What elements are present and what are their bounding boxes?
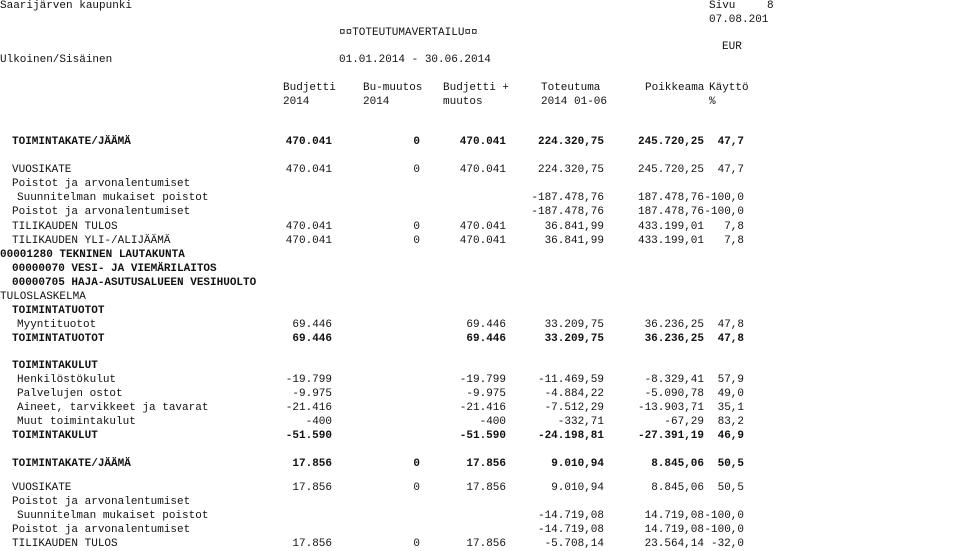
col-header-toteutuma-period: 2014 01-06 <box>541 96 608 108</box>
cell-toteutuma: 9.010,94 <box>551 458 604 470</box>
cell-muutos: 0 <box>413 482 420 494</box>
cell-budjetti: -21.416 <box>285 402 332 414</box>
cell-toteutuma: 224.320,75 <box>537 164 604 176</box>
cell-poikkeama: 187.478,76 <box>637 192 704 204</box>
cell-budjetti: -400 <box>305 416 332 428</box>
col-header-kaytto: Käyttö <box>709 82 749 94</box>
cell-toteutuma: 33.209,75 <box>544 319 604 331</box>
cell-poikkeama: -5.090,78 <box>644 388 704 400</box>
cell-kaytto: 47,8 <box>717 333 744 345</box>
cell-toteutuma: -7.512,29 <box>544 402 604 414</box>
cell-toteutuma: 33.209,75 <box>544 333 604 345</box>
cell-muutos: 0 <box>413 235 420 247</box>
row-label: Muut toimintakulut <box>17 416 136 428</box>
cell-budjetti: 17.856 <box>292 458 332 470</box>
cell-muutos: 0 <box>413 458 420 470</box>
cell-muutos: 0 <box>413 538 420 550</box>
cell-kaytto: -32,0 <box>710 538 744 550</box>
cell-poikkeama: 245.720,25 <box>637 164 704 176</box>
cell-budjetti-plus: 470.041 <box>459 221 506 233</box>
scope-label: Ulkoinen/Sisäinen <box>0 54 113 66</box>
row-label: TOIMINTAKATE/JÄÄMÄ <box>12 136 131 148</box>
row-label: Poistot ja arvonalentumiset <box>12 496 191 508</box>
cell-kaytto: 50,5 <box>717 482 744 494</box>
cell-kaytto: -100,0 <box>704 206 744 218</box>
row-label: Poistot ja arvonalentumiset <box>12 524 191 536</box>
cell-toteutuma: -332,71 <box>557 416 604 428</box>
row-label: Suunnitelman mukaiset poistot <box>17 192 209 204</box>
cell-budjetti-plus: 17.856 <box>466 458 506 470</box>
col-header-budjetti-plus: Budjetti + <box>443 82 510 94</box>
row-label: TOIMINTATUOTOT <box>12 305 105 317</box>
cell-poikkeama: 245.720,25 <box>637 136 704 148</box>
cell-poikkeama: -27.391,19 <box>637 430 704 442</box>
cell-toteutuma: -24.198,81 <box>537 430 604 442</box>
row-label: Palvelujen ostot <box>17 388 123 400</box>
cell-kaytto: 49,0 <box>717 388 744 400</box>
row-label: Henkilöstökulut <box>17 374 117 386</box>
cell-budjetti: -19.799 <box>285 374 332 386</box>
cell-poikkeama: 8.845,06 <box>651 482 704 494</box>
cell-budjetti: 17.856 <box>292 538 332 550</box>
row-label: TILIKAUDEN TULOS <box>12 221 118 233</box>
cell-budjetti-plus: -9.975 <box>466 388 506 400</box>
row-label: TULOSLASKELMA <box>0 291 86 303</box>
row-label: Poistot ja arvonalentumiset <box>12 206 191 218</box>
row-label: 00001280 TEKNINEN LAUTAKUNTA <box>0 249 185 261</box>
cell-budjetti: 69.446 <box>292 333 332 345</box>
col-header-bu-muutos-year: 2014 <box>363 96 390 108</box>
cell-toteutuma: -11.469,59 <box>537 374 604 386</box>
cell-toteutuma: -4.884,22 <box>544 388 604 400</box>
cell-kaytto: 7,8 <box>724 235 744 247</box>
col-header-budjetti-year: 2014 <box>283 96 310 108</box>
cell-budjetti-plus: -51.590 <box>459 430 506 442</box>
row-label: Aineet, tarvikkeet ja tavarat <box>17 402 209 414</box>
cell-kaytto: 47,8 <box>717 319 744 331</box>
cell-toteutuma: -187.478,76 <box>531 206 604 218</box>
col-header-bu-muutos: Bu-muutos <box>363 82 423 94</box>
cell-poikkeama: 433.199,01 <box>637 235 704 247</box>
row-label: VUOSIKATE <box>12 164 72 176</box>
cell-budjetti: -9.975 <box>292 388 332 400</box>
cell-poikkeama: 433.199,01 <box>637 221 704 233</box>
cell-toteutuma: -14.719,08 <box>537 510 604 522</box>
row-label: TOIMINTAKATE/JÄÄMÄ <box>12 458 131 470</box>
cell-kaytto: -100,0 <box>704 192 744 204</box>
cell-poikkeama: 187.478,76 <box>637 206 704 218</box>
page-number: 8 <box>767 0 774 12</box>
cell-budjetti: 470.041 <box>285 235 332 247</box>
row-label: Myyntituotot <box>17 319 97 331</box>
cell-toteutuma: 224.320,75 <box>537 136 604 148</box>
cell-toteutuma: 36.841,99 <box>544 221 604 233</box>
cell-budjetti-plus: 17.856 <box>466 482 506 494</box>
cell-poikkeama: -8.329,41 <box>644 374 704 386</box>
cell-kaytto: 57,9 <box>717 374 744 386</box>
cell-budjetti-plus: 470.041 <box>459 235 506 247</box>
cell-kaytto: 7,8 <box>724 221 744 233</box>
col-header-budjetti: Budjetti <box>283 82 336 94</box>
row-label: TOIMINTAKULUT <box>12 430 98 442</box>
cell-budjetti: 470.041 <box>285 136 332 148</box>
col-header-toteutuma: Toteutuma <box>541 82 601 94</box>
row-label: TOIMINTAKULUT <box>12 360 98 372</box>
row-label: TILIKAUDEN TULOS <box>12 538 118 550</box>
col-header-kaytto-percent: % <box>709 96 716 108</box>
cell-poikkeama: 14.719,08 <box>644 524 704 536</box>
cell-poikkeama: 23.564,14 <box>644 538 704 550</box>
cell-budjetti: 470.041 <box>285 221 332 233</box>
cell-budjetti: 17.856 <box>292 482 332 494</box>
cell-poikkeama: 8.845,06 <box>651 458 704 470</box>
cell-kaytto: 47,7 <box>717 136 744 148</box>
row-label: TOIMINTATUOTOT <box>12 333 105 345</box>
cell-budjetti-plus: -19.799 <box>459 374 506 386</box>
cell-toteutuma: 9.010,94 <box>551 482 604 494</box>
row-label: TILIKAUDEN YLI-/ALIJÄÄMÄ <box>12 235 171 247</box>
row-label: 00000705 HAJA-ASUTUSALUEEN VESIHUOLTO <box>12 277 257 289</box>
cell-poikkeama: 36.236,25 <box>644 333 704 345</box>
cell-kaytto: 35,1 <box>717 402 744 414</box>
report-date: 07.08.201 <box>709 14 769 26</box>
cell-budjetti: 470.041 <box>285 164 332 176</box>
cell-budjetti-plus: 17.856 <box>466 538 506 550</box>
cell-kaytto: 83,2 <box>717 416 744 428</box>
row-label: 00000070 VESI- JA VIEMÄRILAITOS <box>12 263 217 275</box>
cell-kaytto: -100,0 <box>704 510 744 522</box>
cell-muutos: 0 <box>413 136 420 148</box>
cell-budjetti-plus: -21.416 <box>459 402 506 414</box>
row-label: Suunnitelman mukaiset poistot <box>17 510 209 522</box>
cell-toteutuma: 36.841,99 <box>544 235 604 247</box>
cell-poikkeama: 14.719,08 <box>644 510 704 522</box>
cell-budjetti-plus: 470.041 <box>459 136 506 148</box>
cell-poikkeama: -67,29 <box>664 416 704 428</box>
cell-kaytto: 50,5 <box>717 458 744 470</box>
row-label: VUOSIKATE <box>12 482 72 494</box>
report-period: 01.01.2014 - 30.06.2014 <box>339 54 491 66</box>
cell-kaytto: 47,7 <box>717 164 744 176</box>
cell-kaytto: -100,0 <box>704 524 744 536</box>
cell-muutos: 0 <box>413 164 420 176</box>
currency-label: EUR <box>722 41 742 53</box>
cell-budjetti-plus: 69.446 <box>466 333 506 345</box>
col-header-budjetti-plus-muutos: muutos <box>443 96 483 108</box>
cell-budjetti-plus: 69.446 <box>466 319 506 331</box>
cell-toteutuma: -14.719,08 <box>537 524 604 536</box>
cell-budjetti: -51.590 <box>285 430 332 442</box>
cell-toteutuma: -187.478,76 <box>531 192 604 204</box>
cell-budjetti: 69.446 <box>292 319 332 331</box>
organization-name: Saarijärven kaupunki <box>0 0 133 12</box>
cell-budjetti-plus: 470.041 <box>459 164 506 176</box>
cell-poikkeama: 36.236,25 <box>644 319 704 331</box>
cell-toteutuma: -5.708,14 <box>544 538 604 550</box>
row-label: Poistot ja arvonalentumiset <box>12 178 191 190</box>
col-header-poikkeama: Poikkeama <box>645 82 705 94</box>
cell-budjetti-plus: -400 <box>479 416 506 428</box>
cell-muutos: 0 <box>413 221 420 233</box>
page-label: Sivu <box>709 0 736 12</box>
cell-kaytto: 46,9 <box>717 430 744 442</box>
cell-poikkeama: -13.903,71 <box>637 402 704 414</box>
report-title: ¤¤TOTEUTUMAVERTAILU¤¤ <box>339 27 478 39</box>
